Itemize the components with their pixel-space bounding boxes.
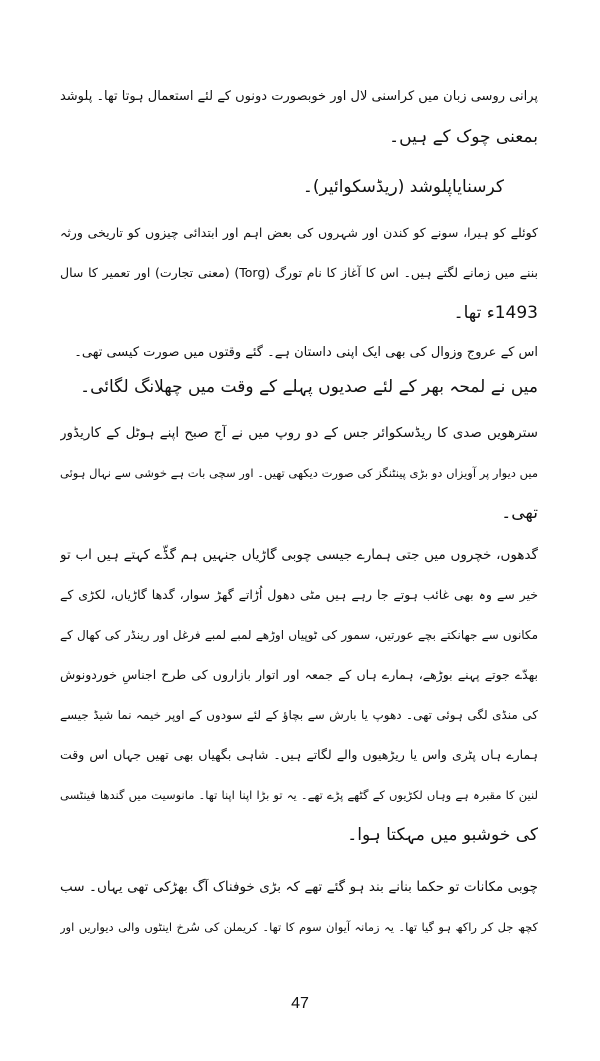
text-line: لنین کا مقبرہ ہے وہاں لکڑیوں کے گٹھے پڑے تھے۔ یہ تو بڑا اپنا اپنا تھا۔ مانوسیت میں گندھا فینٹسی bbox=[60, 788, 538, 802]
text-line: بننے میں زمانے لگتے ہیں۔ اس کا آغاز کا نام تورگ (Torg) (معنی تجارت) اور تعمیر کا سال bbox=[60, 265, 538, 280]
text-line: میں نے لمحہ بھر کے لئے صدیوں پہلے کے وقت میں چھلانگ لگائی۔ bbox=[80, 377, 538, 397]
text-line: بھدّے جوتے پہنے بوڑھے، ہمارے ہاں کے جمعہ اور اتوار بازاروں کی طرح اجناسِ خوردونوش bbox=[60, 667, 538, 682]
page-number: 47 bbox=[291, 995, 309, 1012]
text-line: اس کے عروج وزوال کی بھی ایک اپنی داستان ہے۔ گئے وقتوں میں صورت کیسی تھی۔ bbox=[74, 345, 538, 360]
text-line: میں دیوار پر آویزاں دو بڑی پینٹنگز کی صورت دیکھی تھیں۔ اور سچی بات ہے خوشی سے نہال ہوئی bbox=[60, 466, 538, 480]
text-line: تھی۔ bbox=[501, 503, 538, 523]
text-line: کی منڈی لگی ہوئی تھی۔ دھوپ یا بارش سے بچاؤ کے لئے سودوں کے اوپر خیمہ نما شیڈ جیسے bbox=[60, 708, 538, 722]
text-line: چوبی مکانات تو حکما بنانے بند ہو گئے تھے کہ بڑی خوفناک آگ بھڑکی تھی یہاں۔ سب bbox=[60, 879, 538, 895]
text-line: خیر سے وہ بھی غائب ہوتے جا رہے ہیں مٹی دھول اُڑاتے گھڑ سوار، گدھا گاڑیاں، لکڑی کے bbox=[60, 587, 538, 602]
text-line: مکانوں سے جھانکتے بچے عورتیں، سمور کی ٹوپیاں اوڑھے لمبے لمبے فرغل اور رینڈر کی کھال کے bbox=[60, 628, 538, 642]
text-line: 1493ء تھا۔ bbox=[453, 303, 538, 323]
text-line: کرسنایاپلوشد (ریڈسکوائیر)۔ bbox=[302, 177, 504, 197]
text-line: بمعنی چوک کے ہیں۔ bbox=[389, 127, 538, 147]
text-line: کی خوشبو میں مہکتا ہوا۔ bbox=[347, 825, 538, 845]
text-line: ہمارے ہاں پٹری واس یا ریڑھیوں والے لگاتے ہیں۔ شاہی بگھیاں بھی تھیں جہاں اس وقت bbox=[60, 747, 538, 762]
text-line: گدھوں، خچروں میں جتی ہمارے جیسی چوبی گاڑیاں جنہیں ہم گڈّے کہتے ہیں اب تو bbox=[60, 547, 538, 563]
text-line: پرانی روسی زبان میں کراسنی لال اور خوبصورت دونوں کے لئے استعمال ہوتا تھا۔ پلوشد bbox=[60, 89, 538, 104]
text-line: کوئلے کو ہیرا، سونے کو کندن اور شہروں کی بعض اہم اور ابتدائی چیزوں کو تاریخی ورثہ bbox=[60, 225, 538, 240]
text-line: کچھ جل کر راکھ ہو گیا تھا۔ یہ زمانہ آیوان سوم کا تھا۔ کریملن کی سُرخ اینٹوں والی دیواریں اور bbox=[60, 920, 538, 934]
text-line: سترھویں صدی کا ریڈسکوائر جس کے دو روپ میں نے آج صبح اپنے ہوٹل کے کاریڈور bbox=[60, 425, 538, 441]
